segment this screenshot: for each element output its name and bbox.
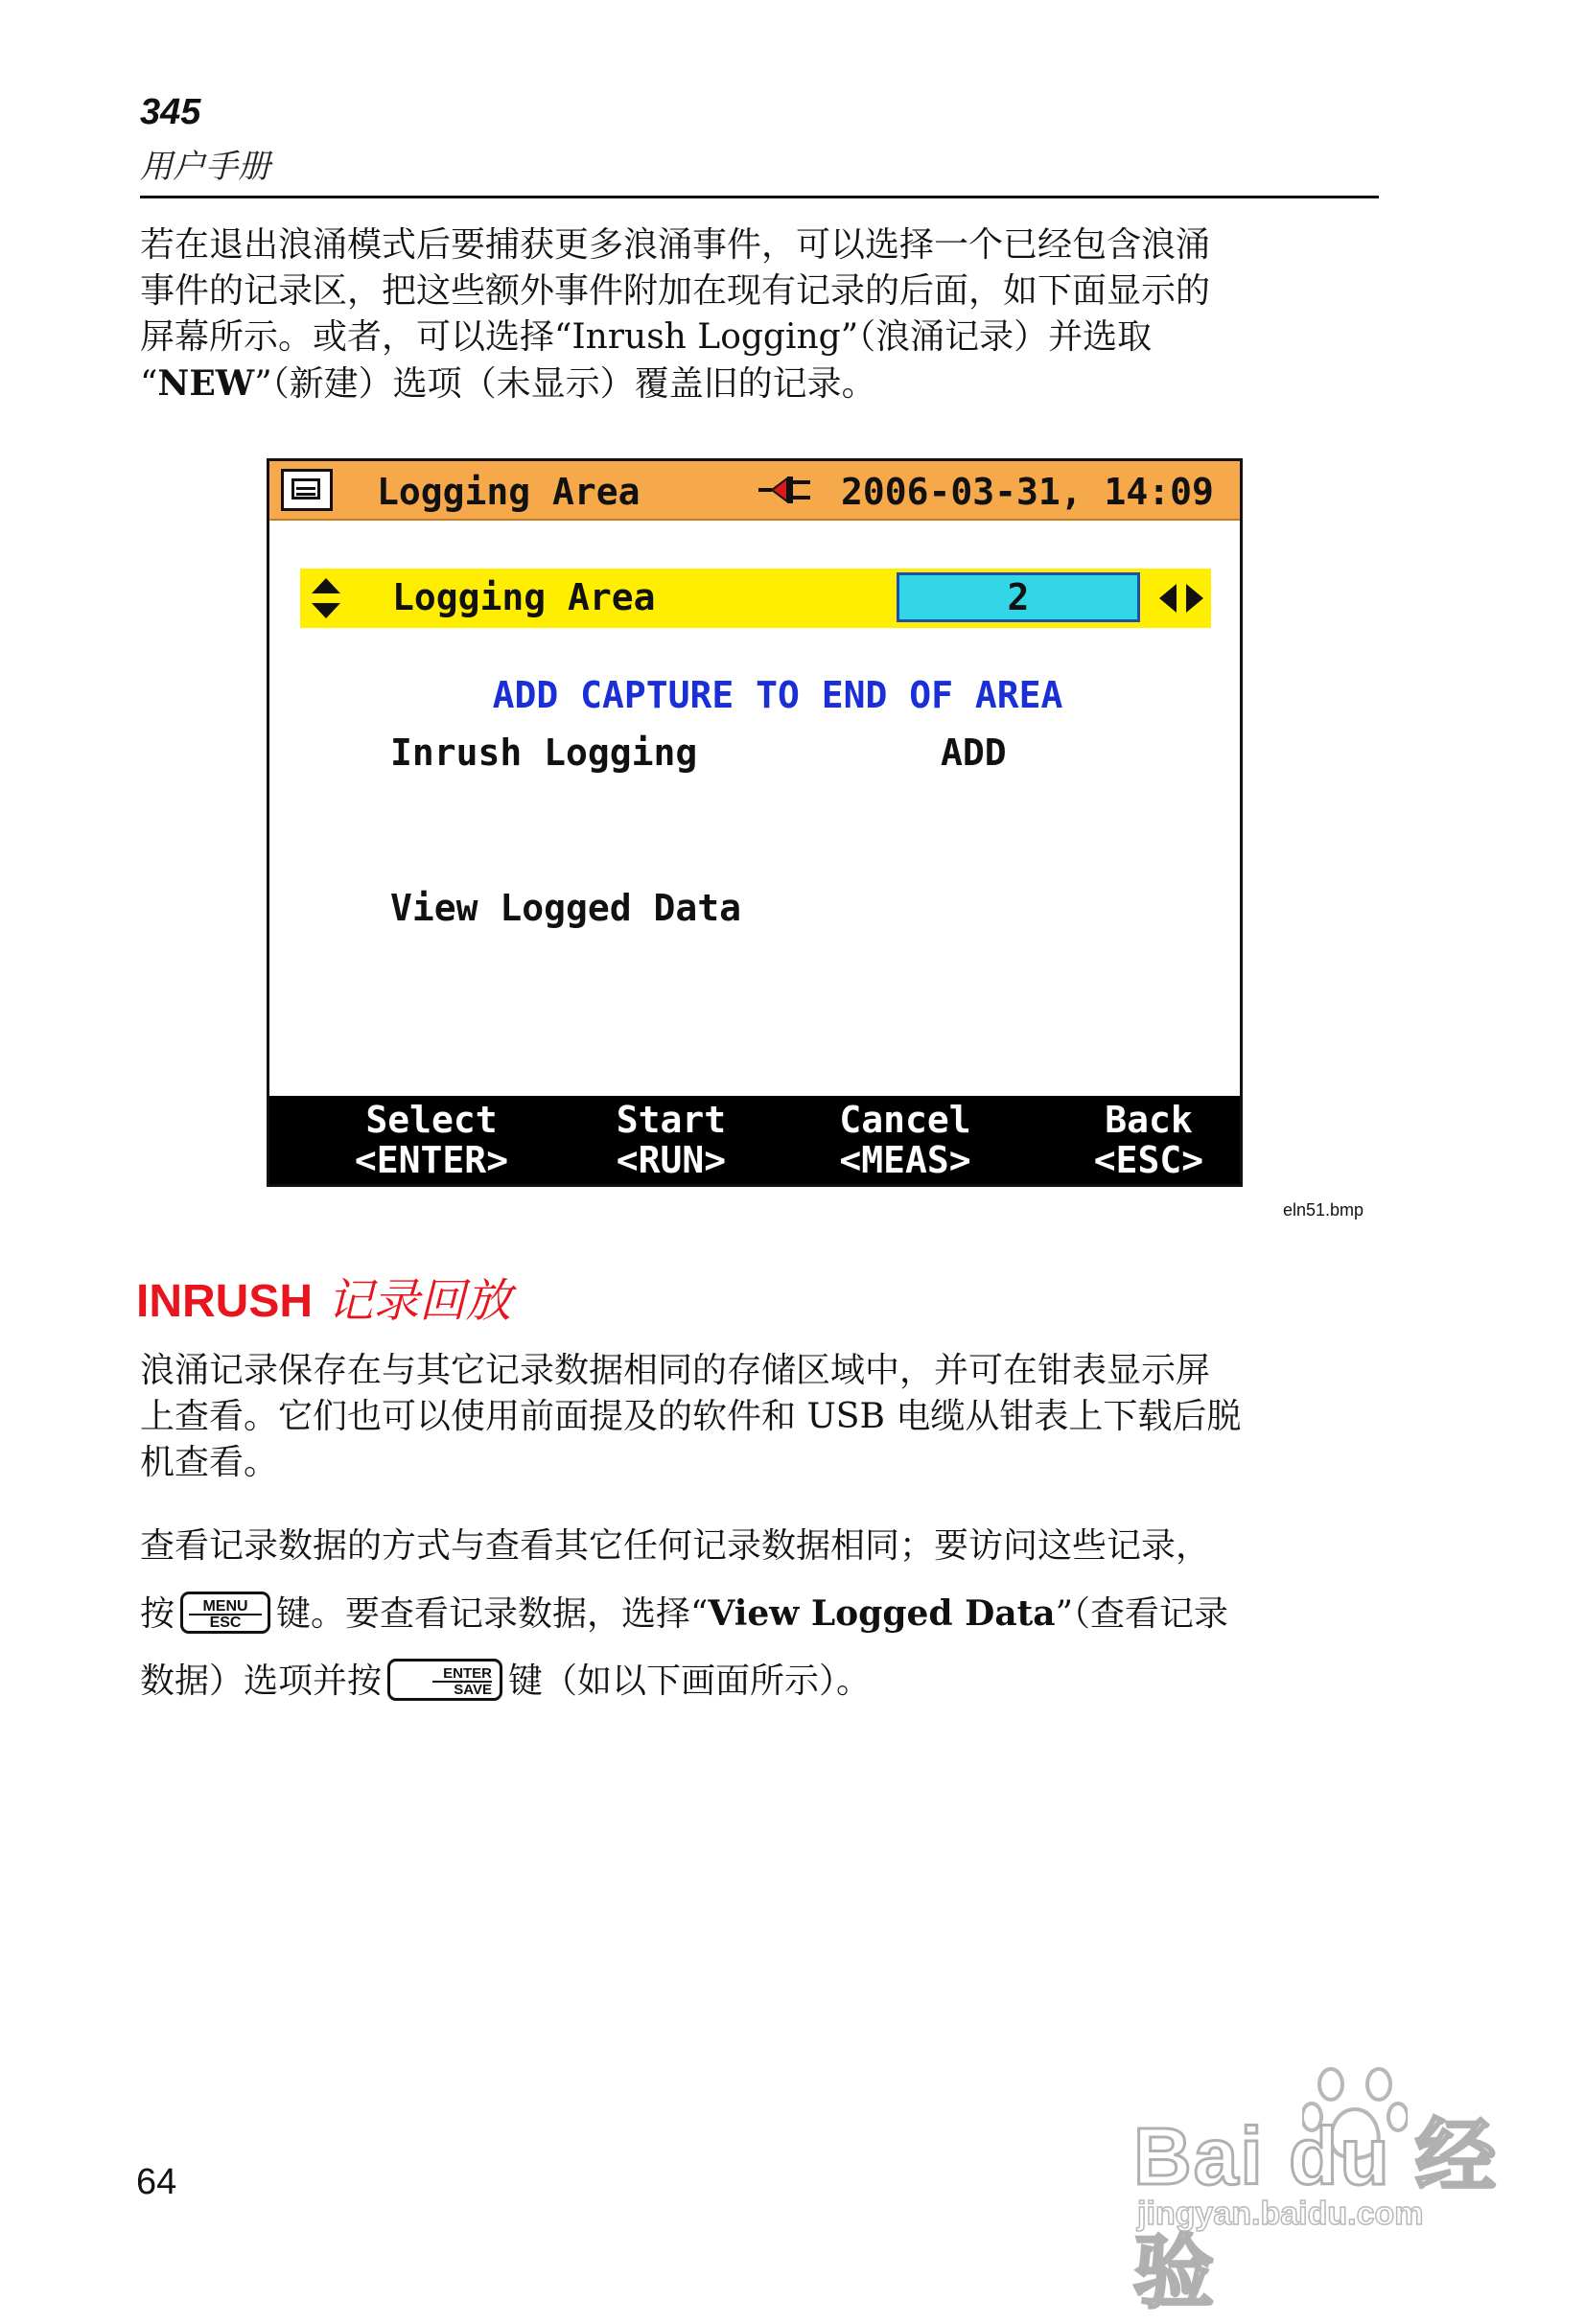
view-logged-data-bold: View Logged Data	[708, 1593, 1056, 1634]
logging-area-label: Logging Area	[392, 576, 656, 618]
playback-line: 浪涌记录保存在与其它记录数据相同的存储区域中，并可在钳表显示屏	[140, 1351, 1211, 1390]
manual-model-number: 345	[140, 92, 201, 132]
screen-title: Logging Area	[377, 471, 641, 513]
softkey-key: <MEAS>	[839, 1139, 971, 1181]
watermark-brand: Bai du 经验	[1133, 2111, 1499, 2317]
softkey-select[interactable]	[312, 1100, 551, 1180]
playback-line: 机查看。	[140, 1443, 279, 1482]
up-down-arrow-icon	[312, 578, 340, 618]
softkey-key: <RUN>	[616, 1139, 727, 1181]
page-number: 64	[136, 2162, 177, 2202]
menu-esc-key-icon: MENU ESC	[180, 1592, 270, 1634]
softkey-back[interactable]	[1029, 1100, 1243, 1180]
softkey-label: Back	[1105, 1099, 1193, 1141]
inrush-logging-label[interactable]: Inrush Logging	[390, 732, 698, 774]
inrush-logging-value: ADD	[941, 732, 1007, 774]
intro-bold-new: NEW	[157, 363, 255, 404]
left-right-arrow-icon	[1159, 584, 1203, 613]
softkey-bar	[269, 1096, 1240, 1184]
intro-line-rest: ”（新建）选项（未显示）覆盖旧的记录。	[254, 364, 876, 404]
logging-area-row[interactable]	[300, 569, 1211, 628]
softkey-label: Start	[616, 1099, 727, 1141]
intro-open-quote: “	[140, 364, 158, 404]
record-icon	[281, 469, 333, 511]
key-text: 键。要查看记录数据，选择“	[276, 1594, 709, 1634]
softkey-key: <ENTER>	[354, 1139, 509, 1181]
softkey-label: Select	[365, 1099, 498, 1141]
softkey-cancel[interactable]	[785, 1100, 1025, 1180]
view-data-line	[140, 1580, 1387, 1648]
meter-screen	[267, 458, 1243, 1187]
watermark-url: jingyan.baidu.com	[1137, 2196, 1424, 2232]
baidu-watermark	[1133, 2052, 1536, 2317]
enter-save-key-icon: ENTER SAVE	[387, 1659, 502, 1701]
intro-line: 屏幕所示。或者，可以选择“Inrush Logging”（浪涌记录）并选取	[140, 317, 1153, 357]
section-heading-en: INRUSH	[136, 1276, 314, 1327]
screen-datetime: 2006-03-31, 14:09	[841, 471, 1214, 513]
option-text: 数据）选项并按	[140, 1662, 383, 1701]
intro-paragraph	[140, 222, 1387, 407]
section-heading	[136, 1264, 511, 1330]
intro-line: 若在退出浪涌模式后要捕获更多浪涌事件，可以选择一个已经包含浪涌	[140, 225, 1211, 265]
figure-caption: eln51.bmp	[1283, 1200, 1364, 1220]
softkey-key: <ESC>	[1093, 1139, 1204, 1181]
add-capture-heading: ADD CAPTURE TO END OF AREA	[492, 674, 1063, 716]
view-logged-data-item[interactable]: View Logged Data	[390, 887, 742, 929]
softkey-label: Cancel	[839, 1099, 971, 1141]
view-data-line: 查看记录数据的方式与查看其它任何记录数据相同；要访问这些记录，	[140, 1526, 1211, 1566]
logging-area-value[interactable]: 2	[897, 572, 1140, 622]
intro-line: 事件的记录区，把这些额外事件附加在现有记录的后面，如下面显示的	[140, 271, 1211, 311]
press-text: 按	[140, 1594, 175, 1634]
view-data-line	[140, 1648, 1387, 1715]
key-text-end: 键（如以下画面所示）。	[508, 1662, 872, 1701]
section-heading-zh: 记录回放	[327, 1274, 512, 1328]
playback-paragraph	[140, 1348, 1387, 1486]
intro-line	[140, 360, 1387, 407]
view-data-paragraph	[140, 1513, 1387, 1715]
softkey-start[interactable]	[551, 1100, 791, 1180]
screen-title-bar	[269, 461, 1240, 521]
playback-line: 上查看。它们也可以使用前面提及的软件和 USB 电缆从钳表上下载后脱	[140, 1397, 1242, 1436]
view-data-text: ”（查看记录	[1055, 1594, 1229, 1634]
plug-icon	[758, 473, 810, 507]
manual-subtitle: 用户手册	[140, 148, 270, 186]
header-divider	[140, 196, 1379, 198]
